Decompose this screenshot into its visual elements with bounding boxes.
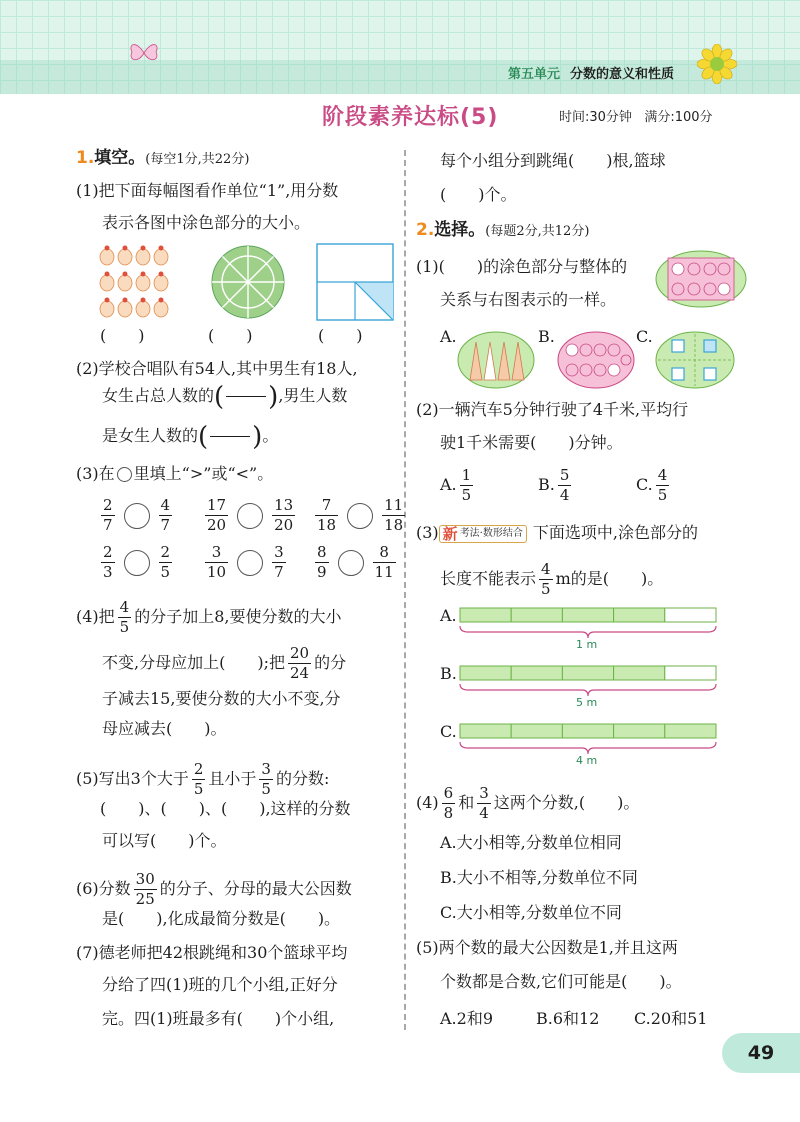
q1-4-line1	[76, 600, 342, 635]
hen-comb	[123, 272, 128, 277]
shaded-segment	[614, 724, 665, 738]
q2-3-line2	[440, 562, 663, 597]
fraction	[373, 545, 396, 580]
fraction-3-5	[259, 762, 273, 797]
q2-title: 选择。	[434, 220, 486, 240]
fraction-blank-1[interactable]: ( )	[214, 381, 279, 412]
q1-5-text-b: 且小于	[208, 769, 257, 788]
bar-option-label[interactable]: B.	[440, 664, 457, 683]
badge-main: 新	[442, 524, 458, 543]
circle-icon	[117, 467, 132, 482]
hen-comb	[105, 272, 110, 277]
fraction	[101, 545, 115, 580]
numerator: 30	[135, 870, 155, 888]
fraction-30-25	[134, 872, 157, 907]
denominator: 4	[479, 804, 489, 822]
fraction	[558, 468, 572, 503]
q2-4-text-c: 这两个分数,( )。	[493, 793, 640, 812]
q1-title: 填空。	[94, 148, 146, 168]
q2-3-text-b: 长度不能表示	[440, 569, 537, 588]
square-figure	[316, 243, 394, 321]
bar-option-label[interactable]: A.	[440, 606, 457, 625]
shaded-segment	[562, 608, 613, 622]
comparison-item	[202, 545, 289, 580]
column-divider	[404, 150, 406, 1030]
denominator: 4	[559, 486, 570, 504]
q1-5-text-c: 的分数:	[275, 769, 330, 788]
fraction-2-5	[192, 762, 206, 797]
q1-7-line5: ( )个。	[440, 185, 517, 204]
bar-option-label[interactable]: C.	[440, 722, 457, 741]
q2-1-line2: 关系与右图表示的一样。	[440, 290, 617, 309]
q1-6-line1	[76, 872, 352, 907]
fraction	[101, 498, 115, 533]
q1-6-text-b: 的分子、分母的最大公因数	[159, 879, 352, 898]
q1-7-line3: 完。四(1)班最多有( )个小组,	[102, 1009, 335, 1028]
unit-title: 分数的意义和性质	[570, 67, 675, 82]
q1-4-line2	[102, 646, 346, 681]
denominator: 5	[160, 563, 171, 581]
q2-4-option-a[interactable]: A.大小相等,分数单位相同	[440, 833, 622, 852]
unit-tag	[508, 63, 674, 82]
q2-3-line1	[416, 522, 698, 544]
q1-3-text-b: 里填上“>”或“<”。	[133, 464, 274, 483]
q2-3-text-c: m的是( )。	[555, 569, 664, 588]
fraction	[272, 545, 286, 580]
q1-5-line2: ( )、( )、( ),这样的分数	[100, 799, 351, 818]
q2-2-option[interactable]	[636, 468, 672, 503]
hen-icon	[118, 301, 132, 317]
q2-5-line2: 个数都是合数,它们可能是( )。	[440, 972, 682, 991]
hen-icon	[136, 301, 150, 317]
numerator: 4	[119, 598, 130, 616]
hen-icon	[100, 301, 114, 317]
denominator: 8	[443, 804, 454, 822]
q2-2-option[interactable]	[538, 468, 574, 503]
option-label: C.	[636, 475, 653, 494]
option-label: A.	[440, 475, 457, 494]
shaded-segment	[511, 666, 562, 680]
q1-number: 1.	[76, 148, 95, 168]
fraction-20-24	[288, 646, 311, 681]
answer-blank-1[interactable]: ( )	[100, 326, 145, 345]
hen-comb	[105, 246, 110, 251]
fraction-6-8	[442, 786, 456, 821]
full-score: 满分:100分	[644, 110, 713, 125]
fraction-3-4	[477, 786, 491, 821]
bar-length-label: 5 m	[576, 696, 598, 709]
denominator: 20	[274, 516, 294, 534]
q1-4-text-c: 不变,分母应加上( );把	[102, 653, 285, 672]
numerator: 6	[443, 784, 454, 802]
blank-segment	[665, 608, 716, 622]
numerator: 1	[461, 466, 472, 484]
denominator: 7	[103, 516, 113, 534]
q2-note: (每题2分,共12分)	[485, 224, 590, 239]
q2-2-option[interactable]	[440, 468, 476, 503]
q2-2-line1: (2)一辆汽车5分钟行驶了4千米,平均行	[416, 400, 689, 419]
hen-icon	[100, 275, 114, 291]
reference-ellipse-figure	[654, 249, 748, 309]
comparison-item	[312, 545, 399, 580]
comparison-item	[98, 498, 175, 533]
numerator: 7	[321, 496, 332, 514]
shaded-segment	[562, 666, 613, 680]
numerator: 20	[289, 644, 310, 662]
q1-2-line3	[102, 421, 279, 452]
fraction-blank-2[interactable]: ( )	[198, 421, 263, 452]
q2-4-text-b: 和	[458, 793, 475, 812]
bar-length-label: 1 m	[576, 638, 598, 651]
q1-1-line2: 表示各图中涂色部分的大小。	[102, 213, 311, 232]
q1-2-text-c: 是女生人数的	[102, 426, 199, 445]
numerator: 4	[541, 560, 551, 578]
numerator: 17	[207, 496, 227, 514]
q2-5-option-b[interactable]: B.6和12	[536, 1009, 600, 1028]
hens-figure	[98, 242, 170, 320]
q1-7-line4: 每个小组分到跳绳( )根,篮球	[440, 151, 666, 170]
q1-2-text-b: ,男生人数	[278, 386, 348, 405]
shaded-segment	[460, 724, 511, 738]
hen-comb	[123, 246, 128, 251]
hen-icon	[100, 249, 114, 265]
hen-comb	[159, 298, 164, 303]
q1-5-text-a: (5)写出3个大于	[76, 769, 189, 788]
fraction	[272, 498, 295, 533]
fraction-4-5	[118, 600, 132, 635]
q1-2-text-a: 女生占总人数的	[102, 386, 215, 405]
denominator: 18	[384, 516, 404, 534]
q2-2-line2: 驶1千米需要( )分钟。	[440, 433, 623, 452]
q2-5-option-a[interactable]: A.2和9	[440, 1009, 494, 1028]
compare-circle-input[interactable]	[124, 550, 150, 576]
q1-7-line2: 分给了四(1)班的几个小组,正好分	[102, 975, 338, 994]
circle-figure	[210, 244, 286, 320]
fraction	[205, 498, 228, 533]
comparison-item	[202, 498, 298, 533]
shaded-segment	[460, 666, 511, 680]
flower-icon	[697, 44, 737, 84]
q1-3-line1	[76, 463, 273, 485]
q1-2-line2	[102, 381, 348, 412]
denominator: 7	[160, 516, 171, 534]
option-label: B.	[538, 475, 555, 494]
denominator: 9	[317, 563, 327, 581]
compare-circle-input[interactable]	[338, 550, 364, 576]
compare-circle-input[interactable]	[237, 503, 263, 529]
denominator: 5	[193, 780, 204, 798]
q2-4-option-b[interactable]: B.大小不相等,分数单位不同	[440, 868, 638, 887]
shaded-segment	[614, 608, 665, 622]
q2-1-line1: (1)( )的涂色部分与整体的	[416, 257, 628, 276]
answer-blank-2[interactable]: ( )	[208, 326, 253, 345]
butterfly-icon	[126, 40, 162, 66]
fraction	[656, 468, 670, 503]
hen-comb	[141, 246, 146, 251]
badge-text: 考法·数形结合	[459, 527, 523, 539]
denominator: 5	[261, 780, 271, 798]
numerator: 13	[274, 496, 294, 514]
q1-6-line2: 是( ),化成最简分数是( )。	[102, 909, 341, 928]
hen-comb	[159, 272, 164, 277]
unit-number: 第五单元	[508, 67, 561, 82]
option-b-label[interactable]: B.	[538, 327, 555, 346]
comparison-item	[98, 545, 175, 580]
denominator: 5	[657, 486, 668, 504]
denominator: 5	[461, 486, 472, 504]
header-strip	[0, 60, 800, 94]
shaded-segment	[562, 724, 613, 738]
q1-heading	[76, 147, 249, 171]
hen-comb	[123, 298, 128, 303]
q2-heading	[416, 219, 589, 243]
option-b-figure	[556, 330, 636, 390]
q2-3-number: (3)	[416, 523, 439, 542]
fraction	[159, 545, 173, 580]
numerator: 3	[211, 543, 222, 561]
shaded-segment	[511, 724, 562, 738]
blank-segment	[665, 666, 716, 680]
q1-4-line3: 子减去15,要使分数的大小不变,分	[102, 689, 341, 708]
brace	[460, 684, 716, 696]
q2-4-option-c[interactable]: C.大小相等,分数单位不同	[440, 903, 622, 922]
denominator: 25	[135, 890, 155, 908]
shaded-segment	[614, 666, 665, 680]
q1-2-line1: (2)学校合唱队有54人,其中男生有18人,	[76, 359, 358, 378]
hen-icon	[136, 275, 150, 291]
q2-4-text-a: (4)	[416, 793, 439, 812]
denominator: 3	[103, 563, 113, 581]
q2-number: 2.	[416, 220, 435, 240]
fraction	[315, 498, 338, 533]
comparison-item	[312, 498, 408, 533]
time-limit: 时间:30分钟	[559, 110, 632, 125]
numerator: 2	[103, 496, 113, 514]
brace	[460, 626, 716, 638]
denominator: 24	[289, 664, 310, 682]
numerator: 2	[160, 543, 171, 561]
numerator: 8	[379, 543, 389, 561]
q1-5-line1	[76, 762, 329, 797]
fraction	[315, 545, 329, 580]
fraction	[159, 498, 173, 533]
numerator: 3	[274, 543, 284, 561]
page-number: 49	[722, 1033, 800, 1073]
denominator: 20	[207, 516, 227, 534]
option-a-label[interactable]: A.	[440, 327, 457, 346]
compare-circle-input[interactable]	[237, 550, 263, 576]
hen-comb	[159, 246, 164, 251]
q1-6-text-a: (6)分数	[76, 879, 131, 898]
denominator: 5	[119, 618, 130, 636]
numerator: 4	[160, 496, 171, 514]
option-c-label[interactable]: C.	[636, 327, 653, 346]
numerator: 11	[384, 496, 404, 514]
hen-icon	[136, 249, 150, 265]
hen-icon	[154, 301, 168, 317]
q1-4-line4: 母应减去( )。	[102, 719, 227, 738]
numerator: 3	[479, 784, 489, 802]
numerator: 5	[559, 466, 570, 484]
shaded-segment	[460, 608, 511, 622]
page-title: 阶段素养达标(5)	[322, 105, 499, 130]
numerator: 8	[317, 543, 327, 561]
option-a-figure	[456, 330, 536, 390]
bar-length-label: 4 m	[576, 754, 598, 767]
numerator: 3	[261, 760, 271, 778]
fraction	[460, 468, 474, 503]
hen-icon	[118, 275, 132, 291]
exam-meta	[559, 106, 713, 125]
denominator: 10	[207, 563, 227, 581]
q2-5-line1: (5)两个数的最大公因数是1,并且这两	[416, 938, 678, 957]
q1-4-text-d: 的分	[314, 653, 347, 672]
compare-circle-input[interactable]	[124, 503, 150, 529]
option-c-figure	[654, 330, 736, 390]
hen-comb	[105, 298, 110, 303]
q2-4-line1	[416, 786, 639, 821]
denominator: 5	[541, 580, 551, 598]
denominator: 11	[374, 563, 394, 581]
denominator: 7	[274, 563, 284, 581]
q1-1-line1: (1)把下面每幅图看作单位“1”,用分数	[76, 181, 339, 200]
shaded-segment	[511, 608, 562, 622]
brace	[460, 742, 716, 754]
denominator: 18	[317, 516, 337, 534]
numerator: 4	[657, 466, 668, 484]
compare-circle-input[interactable]	[347, 503, 373, 529]
hen-comb	[141, 272, 146, 277]
numerator: 2	[193, 760, 204, 778]
answer-blank-3[interactable]: ( )	[318, 326, 363, 345]
fraction	[382, 498, 405, 533]
hen-icon	[154, 275, 168, 291]
numerator: 2	[103, 543, 113, 561]
q1-4-text-a: (4)把	[76, 607, 115, 626]
q1-4-text-b: 的分子加上8,要使分数的大小	[134, 607, 342, 626]
shaded-segment	[665, 724, 716, 738]
new-method-badge	[439, 525, 527, 543]
fraction-4-5-m	[539, 562, 553, 597]
hen-comb	[141, 298, 146, 303]
fraction	[205, 545, 228, 580]
hen-icon	[118, 249, 132, 265]
q1-note: (每空1分,共22分)	[145, 152, 250, 167]
q1-7-line1: (7)德老师把42根跳绳和30个篮球平均	[76, 943, 348, 962]
q2-3-text-a: 下面选项中,涂色部分的	[532, 523, 698, 542]
q1-5-line3: 可以写( )个。	[102, 831, 227, 850]
q2-5-option-c[interactable]: C.20和51	[634, 1009, 708, 1028]
q1-3-text-a: (3)在	[76, 464, 115, 483]
q1-2-text-d: 。	[262, 426, 279, 445]
hen-icon	[154, 249, 168, 265]
